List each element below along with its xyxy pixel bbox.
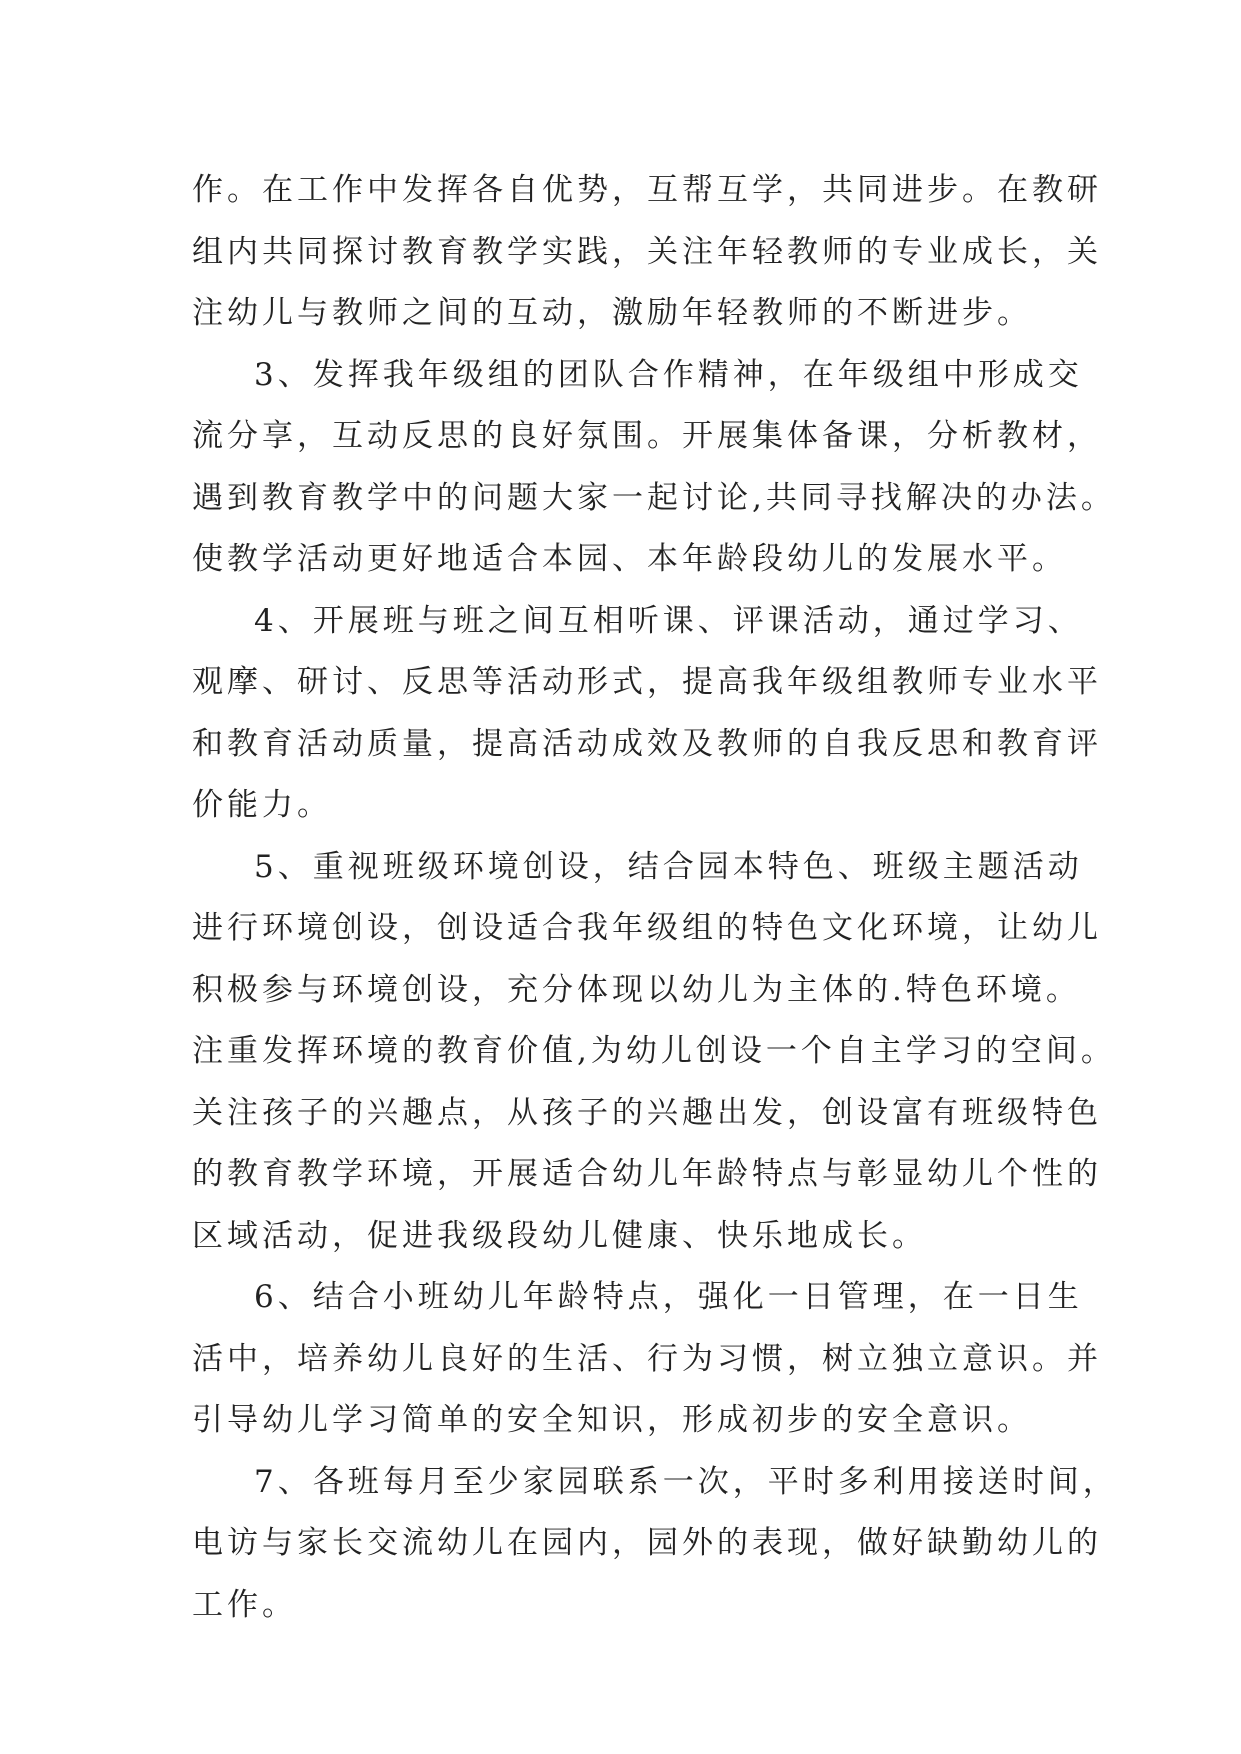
text-line: 进行环境创设，创设适合我年级组的特色文化环境，让幼儿 bbox=[192, 910, 1102, 946]
text-line: 关注孩子的兴趣点，从孩子的兴趣出发，创设富有班级特色 bbox=[192, 1094, 1102, 1131]
text-line: 工作。 bbox=[192, 1586, 297, 1623]
text-line: 积极参与环境创设，充分体现以幼儿为主体的.特色环境。 bbox=[192, 971, 1081, 1008]
paragraph-start-line: 5、重视班级环境创设，结合园本特色、班级主题活动 bbox=[254, 848, 1083, 885]
text-line: 电访与家长交流幼儿在园内，园外的表现，做好缺勤幼儿的 bbox=[192, 1525, 1102, 1561]
text-line: 活中，培养幼儿良好的生活、行为习惯，树立独立意识。并 bbox=[192, 1340, 1102, 1377]
text-line: 和教育活动质量，提高活动成效及教师的自我反思和教育评 bbox=[192, 725, 1102, 762]
text-line: 组内共同探讨教育教学实践，关注年轻教师的专业成长，关 bbox=[192, 233, 1102, 270]
paragraph-start-line: 6、结合小班幼儿年龄特点，强化一日管理，在一日生 bbox=[254, 1279, 1083, 1315]
paragraph-start-line: 3、发挥我年级组的团队合作精神，在年级组中形成交 bbox=[254, 356, 1083, 393]
text-line: 区域活动，促进我级段幼儿健康、快乐地成长。 bbox=[192, 1217, 927, 1254]
text-line: 的教育教学环境，开展适合幼儿年龄特点与彰显幼儿个性的 bbox=[192, 1156, 1102, 1192]
text-line: 引导幼儿学习简单的安全知识，形成初步的安全意识。 bbox=[192, 1402, 1032, 1438]
body-text bbox=[192, 160, 1118, 1636]
paragraph-start-line: 4、开展班与班之间互相听课、评课活动，通过学习、 bbox=[254, 602, 1083, 639]
paragraph-start-line: 7、各班每月至少家园联系一次，平时多利用接送时间， bbox=[254, 1463, 1118, 1500]
text-line: 价能力。 bbox=[192, 787, 332, 823]
text-line: 使教学活动更好地适合本园、本年龄段幼儿的发展水平。 bbox=[192, 541, 1067, 577]
text-line: 遇到教育教学中的问题大家一起讨论,共同寻找解决的办法。 bbox=[192, 479, 1116, 516]
text-line: 作。在工作中发挥各自优势，互帮互学，共同进步。在教研 bbox=[192, 172, 1102, 208]
text-line: 注重发挥环境的教育价值,为幼儿创设一个自主学习的空间。 bbox=[192, 1033, 1116, 1069]
text-line: 注幼儿与教师之间的互动，激励年轻教师的不断进步。 bbox=[192, 295, 1032, 331]
text-line: 观摩、研讨、反思等活动形式，提高我年级组教师专业水平 bbox=[192, 664, 1102, 700]
text-line: 流分享，互动反思的良好氛围。开展集体备课，分析教材， bbox=[192, 418, 1102, 454]
